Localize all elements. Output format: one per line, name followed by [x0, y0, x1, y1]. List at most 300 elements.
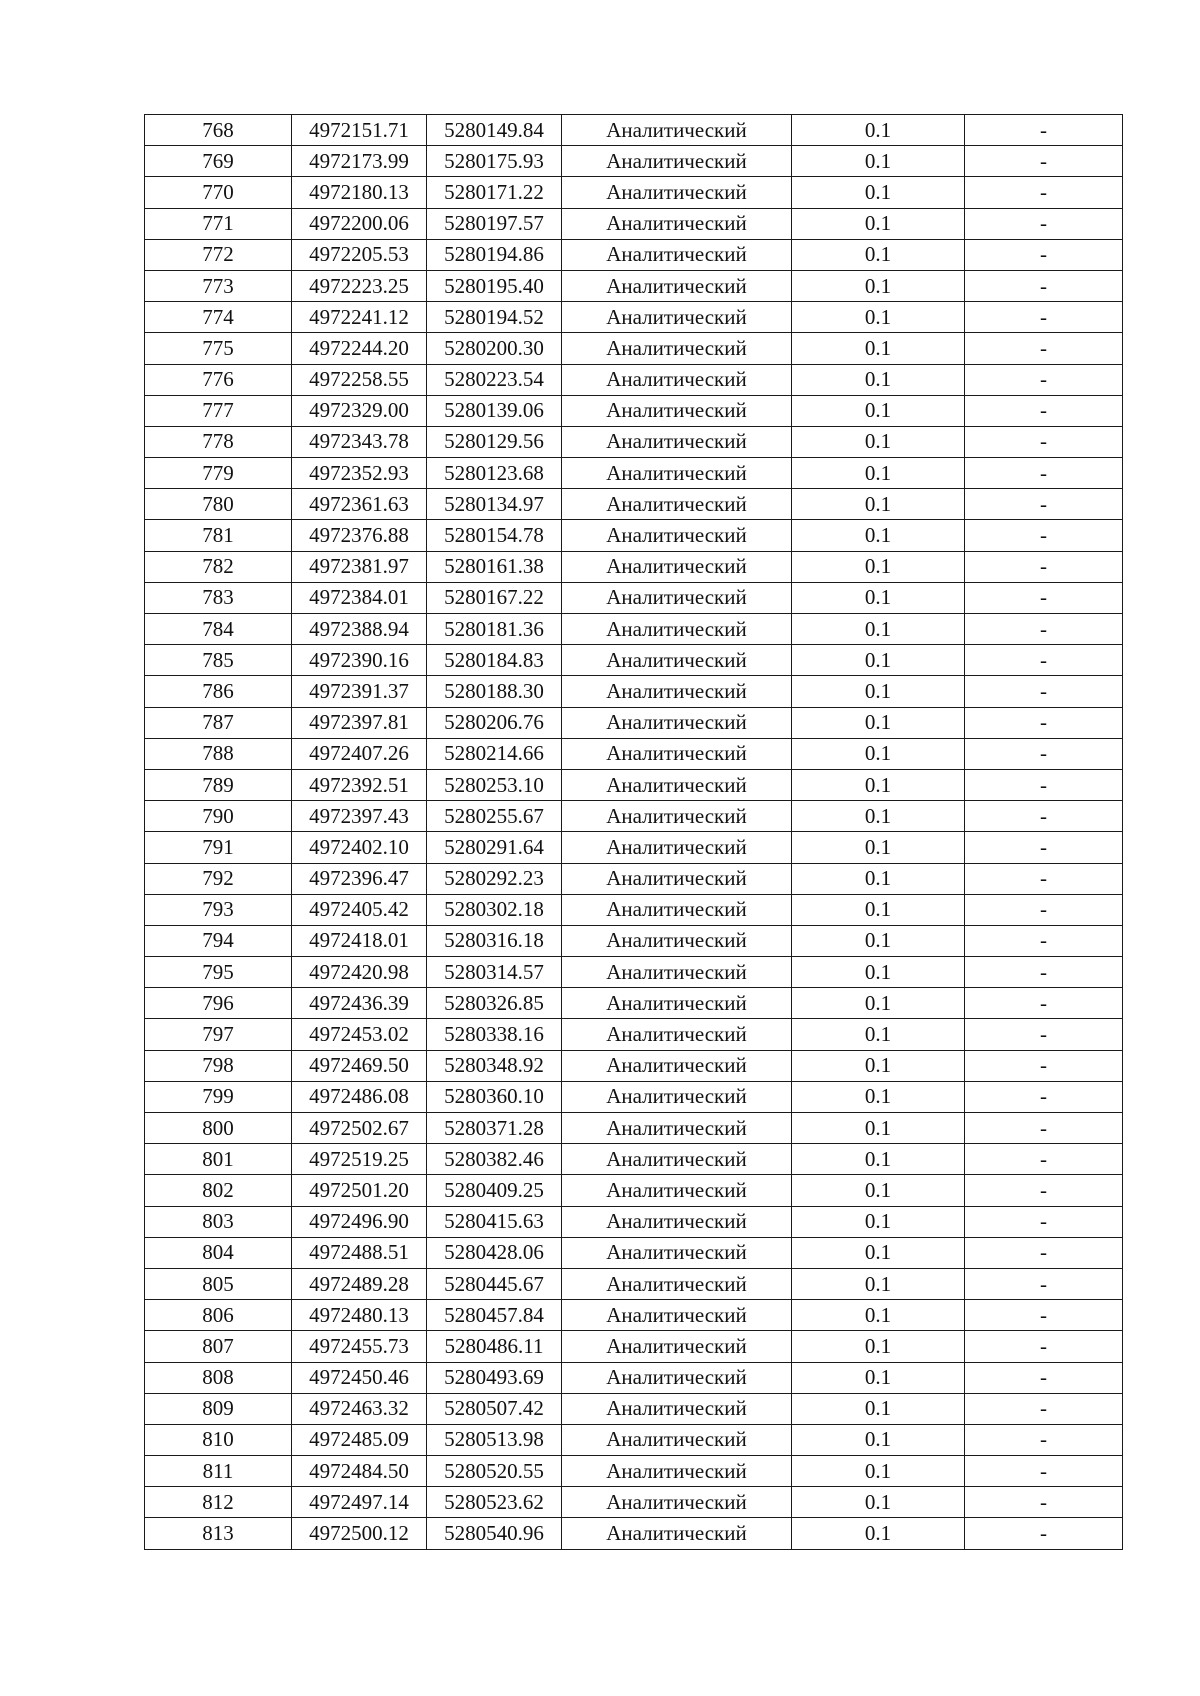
y-coordinate-cell: 5280188.30: [427, 676, 562, 707]
note-cell: -: [965, 1518, 1123, 1549]
table-row: [145, 239, 1123, 270]
note-cell: -: [965, 1487, 1123, 1518]
note-cell: -: [965, 1362, 1123, 1393]
point-number-cell: 790: [145, 801, 292, 832]
method-cell: Аналитический: [562, 239, 792, 270]
x-coordinate-cell: 4972376.88: [292, 520, 427, 551]
x-coordinate-cell: 4972352.93: [292, 458, 427, 489]
y-coordinate-cell: 5280197.57: [427, 208, 562, 239]
point-number-cell: 784: [145, 614, 292, 645]
point-number-cell: 810: [145, 1424, 292, 1455]
table-row: [145, 146, 1123, 177]
method-cell: Аналитический: [562, 1268, 792, 1299]
accuracy-cell: 0.1: [792, 925, 965, 956]
table-row: [145, 1144, 1123, 1175]
point-number-cell: 794: [145, 925, 292, 956]
point-number-cell: 792: [145, 863, 292, 894]
y-coordinate-cell: 5280195.40: [427, 270, 562, 301]
note-cell: -: [965, 738, 1123, 769]
x-coordinate-cell: 4972436.39: [292, 988, 427, 1019]
point-number-cell: 780: [145, 489, 292, 520]
y-coordinate-cell: 5280134.97: [427, 489, 562, 520]
accuracy-cell: 0.1: [792, 115, 965, 146]
point-number-cell: 775: [145, 333, 292, 364]
method-cell: Аналитический: [562, 614, 792, 645]
table-row: [145, 333, 1123, 364]
accuracy-cell: 0.1: [792, 769, 965, 800]
table-row: [145, 426, 1123, 457]
method-cell: Аналитический: [562, 1518, 792, 1549]
point-number-cell: 811: [145, 1456, 292, 1487]
y-coordinate-cell: 5280348.92: [427, 1050, 562, 1081]
x-coordinate-cell: 4972418.01: [292, 925, 427, 956]
y-coordinate-cell: 5280520.55: [427, 1456, 562, 1487]
y-coordinate-cell: 5280175.93: [427, 146, 562, 177]
note-cell: -: [965, 1268, 1123, 1299]
note-cell: -: [965, 769, 1123, 800]
y-coordinate-cell: 5280194.52: [427, 302, 562, 333]
accuracy-cell: 0.1: [792, 426, 965, 457]
point-number-cell: 788: [145, 738, 292, 769]
method-cell: Аналитический: [562, 1424, 792, 1455]
table-row: [145, 1206, 1123, 1237]
note-cell: -: [965, 426, 1123, 457]
point-number-cell: 806: [145, 1300, 292, 1331]
table-row: [145, 957, 1123, 988]
accuracy-cell: 0.1: [792, 364, 965, 395]
x-coordinate-cell: 4972388.94: [292, 614, 427, 645]
note-cell: -: [965, 957, 1123, 988]
point-number-cell: 779: [145, 458, 292, 489]
y-coordinate-cell: 5280200.30: [427, 333, 562, 364]
accuracy-cell: 0.1: [792, 832, 965, 863]
method-cell: Аналитический: [562, 1362, 792, 1393]
method-cell: Аналитический: [562, 177, 792, 208]
x-coordinate-cell: 4972205.53: [292, 239, 427, 270]
method-cell: Аналитический: [562, 988, 792, 1019]
point-number-cell: 797: [145, 1019, 292, 1050]
point-number-cell: 768: [145, 115, 292, 146]
point-number-cell: 773: [145, 270, 292, 301]
note-cell: -: [965, 1113, 1123, 1144]
table-row: [145, 988, 1123, 1019]
accuracy-cell: 0.1: [792, 1081, 965, 1112]
method-cell: Аналитический: [562, 208, 792, 239]
point-number-cell: 808: [145, 1362, 292, 1393]
table-row: [145, 1362, 1123, 1393]
method-cell: Аналитический: [562, 520, 792, 551]
y-coordinate-cell: 5280316.18: [427, 925, 562, 956]
accuracy-cell: 0.1: [792, 894, 965, 925]
accuracy-cell: 0.1: [792, 1362, 965, 1393]
x-coordinate-cell: 4972200.06: [292, 208, 427, 239]
y-coordinate-cell: 5280523.62: [427, 1487, 562, 1518]
point-number-cell: 805: [145, 1268, 292, 1299]
method-cell: Аналитический: [562, 707, 792, 738]
table-row: [145, 1081, 1123, 1112]
accuracy-cell: 0.1: [792, 177, 965, 208]
x-coordinate-cell: 4972329.00: [292, 395, 427, 426]
point-number-cell: 799: [145, 1081, 292, 1112]
x-coordinate-cell: 4972486.08: [292, 1081, 427, 1112]
note-cell: -: [965, 1424, 1123, 1455]
method-cell: Аналитический: [562, 738, 792, 769]
accuracy-cell: 0.1: [792, 1268, 965, 1299]
point-number-cell: 803: [145, 1206, 292, 1237]
accuracy-cell: 0.1: [792, 1237, 965, 1268]
accuracy-cell: 0.1: [792, 520, 965, 551]
x-coordinate-cell: 4972489.28: [292, 1268, 427, 1299]
y-coordinate-cell: 5280513.98: [427, 1424, 562, 1455]
y-coordinate-cell: 5280415.63: [427, 1206, 562, 1237]
note-cell: -: [965, 582, 1123, 613]
method-cell: Аналитический: [562, 270, 792, 301]
table-row: [145, 458, 1123, 489]
point-number-cell: 778: [145, 426, 292, 457]
table-row: [145, 582, 1123, 613]
note-cell: -: [965, 489, 1123, 520]
table-row: [145, 551, 1123, 582]
table-row: [145, 489, 1123, 520]
x-coordinate-cell: 4972381.97: [292, 551, 427, 582]
note-cell: -: [965, 863, 1123, 894]
y-coordinate-cell: 5280486.11: [427, 1331, 562, 1362]
note-cell: -: [965, 1300, 1123, 1331]
note-cell: -: [965, 208, 1123, 239]
x-coordinate-cell: 4972173.99: [292, 146, 427, 177]
note-cell: -: [965, 239, 1123, 270]
table-row: [145, 302, 1123, 333]
y-coordinate-cell: 5280314.57: [427, 957, 562, 988]
note-cell: -: [965, 1019, 1123, 1050]
table-row: [145, 1393, 1123, 1424]
y-coordinate-cell: 5280409.25: [427, 1175, 562, 1206]
point-number-cell: 772: [145, 239, 292, 270]
note-cell: -: [965, 832, 1123, 863]
table-row: [145, 177, 1123, 208]
accuracy-cell: 0.1: [792, 738, 965, 769]
y-coordinate-cell: 5280129.56: [427, 426, 562, 457]
method-cell: Аналитический: [562, 1113, 792, 1144]
note-cell: -: [965, 302, 1123, 333]
method-cell: Аналитический: [562, 1019, 792, 1050]
y-coordinate-cell: 5280338.16: [427, 1019, 562, 1050]
table-row: [145, 1424, 1123, 1455]
method-cell: Аналитический: [562, 1331, 792, 1362]
table-row: [145, 863, 1123, 894]
accuracy-cell: 0.1: [792, 645, 965, 676]
method-cell: Аналитический: [562, 832, 792, 863]
y-coordinate-cell: 5280194.86: [427, 239, 562, 270]
x-coordinate-cell: 4972420.98: [292, 957, 427, 988]
point-number-cell: 791: [145, 832, 292, 863]
note-cell: -: [965, 1456, 1123, 1487]
method-cell: Аналитический: [562, 1081, 792, 1112]
x-coordinate-cell: 4972497.14: [292, 1487, 427, 1518]
point-number-cell: 800: [145, 1113, 292, 1144]
note-cell: -: [965, 676, 1123, 707]
note-cell: -: [965, 801, 1123, 832]
note-cell: -: [965, 520, 1123, 551]
point-number-cell: 802: [145, 1175, 292, 1206]
x-coordinate-cell: 4972343.78: [292, 426, 427, 457]
y-coordinate-cell: 5280184.83: [427, 645, 562, 676]
point-number-cell: 812: [145, 1487, 292, 1518]
method-cell: Аналитический: [562, 458, 792, 489]
method-cell: Аналитический: [562, 1300, 792, 1331]
table-row: [145, 707, 1123, 738]
method-cell: Аналитический: [562, 582, 792, 613]
table-row: [145, 676, 1123, 707]
accuracy-cell: 0.1: [792, 1331, 965, 1362]
point-number-cell: 774: [145, 302, 292, 333]
accuracy-cell: 0.1: [792, 302, 965, 333]
note-cell: -: [965, 614, 1123, 645]
x-coordinate-cell: 4972151.71: [292, 115, 427, 146]
x-coordinate-cell: 4972480.13: [292, 1300, 427, 1331]
point-number-cell: 782: [145, 551, 292, 582]
point-number-cell: 796: [145, 988, 292, 1019]
table-row: [145, 769, 1123, 800]
x-coordinate-cell: 4972258.55: [292, 364, 427, 395]
method-cell: Аналитический: [562, 801, 792, 832]
table-row: [145, 208, 1123, 239]
table-row: [145, 520, 1123, 551]
point-number-cell: 789: [145, 769, 292, 800]
table-row: [145, 1518, 1123, 1549]
note-cell: -: [965, 894, 1123, 925]
point-number-cell: 786: [145, 676, 292, 707]
accuracy-cell: 0.1: [792, 489, 965, 520]
y-coordinate-cell: 5280326.85: [427, 988, 562, 1019]
y-coordinate-cell: 5280292.23: [427, 863, 562, 894]
note-cell: -: [965, 1393, 1123, 1424]
accuracy-cell: 0.1: [792, 1518, 965, 1549]
accuracy-cell: 0.1: [792, 957, 965, 988]
x-coordinate-cell: 4972501.20: [292, 1175, 427, 1206]
accuracy-cell: 0.1: [792, 1424, 965, 1455]
method-cell: Аналитический: [562, 1237, 792, 1268]
x-coordinate-cell: 4972519.25: [292, 1144, 427, 1175]
table-row: [145, 894, 1123, 925]
point-number-cell: 770: [145, 177, 292, 208]
y-coordinate-cell: 5280291.64: [427, 832, 562, 863]
y-coordinate-cell: 5280223.54: [427, 364, 562, 395]
point-number-cell: 783: [145, 582, 292, 613]
x-coordinate-cell: 4972455.73: [292, 1331, 427, 1362]
note-cell: -: [965, 146, 1123, 177]
point-number-cell: 776: [145, 364, 292, 395]
x-coordinate-cell: 4972361.63: [292, 489, 427, 520]
method-cell: Аналитический: [562, 302, 792, 333]
y-coordinate-cell: 5280382.46: [427, 1144, 562, 1175]
y-coordinate-cell: 5280181.36: [427, 614, 562, 645]
table-row: [145, 832, 1123, 863]
coordinates-table: [144, 114, 1123, 1550]
method-cell: Аналитический: [562, 645, 792, 676]
accuracy-cell: 0.1: [792, 1144, 965, 1175]
table-row: [145, 1175, 1123, 1206]
note-cell: -: [965, 1206, 1123, 1237]
note-cell: -: [965, 1144, 1123, 1175]
method-cell: Аналитический: [562, 333, 792, 364]
x-coordinate-cell: 4972396.47: [292, 863, 427, 894]
table-row: [145, 1487, 1123, 1518]
y-coordinate-cell: 5280171.22: [427, 177, 562, 208]
y-coordinate-cell: 5280255.67: [427, 801, 562, 832]
method-cell: Аналитический: [562, 115, 792, 146]
x-coordinate-cell: 4972392.51: [292, 769, 427, 800]
method-cell: Аналитический: [562, 1393, 792, 1424]
method-cell: Аналитический: [562, 957, 792, 988]
note-cell: -: [965, 458, 1123, 489]
table-row: [145, 115, 1123, 146]
point-number-cell: 813: [145, 1518, 292, 1549]
method-cell: Аналитический: [562, 769, 792, 800]
method-cell: Аналитический: [562, 863, 792, 894]
method-cell: Аналитический: [562, 1144, 792, 1175]
point-number-cell: 804: [145, 1237, 292, 1268]
method-cell: Аналитический: [562, 364, 792, 395]
y-coordinate-cell: 5280123.68: [427, 458, 562, 489]
accuracy-cell: 0.1: [792, 801, 965, 832]
point-number-cell: 809: [145, 1393, 292, 1424]
accuracy-cell: 0.1: [792, 1456, 965, 1487]
accuracy-cell: 0.1: [792, 863, 965, 894]
note-cell: -: [965, 333, 1123, 364]
note-cell: -: [965, 1050, 1123, 1081]
method-cell: Аналитический: [562, 426, 792, 457]
accuracy-cell: 0.1: [792, 270, 965, 301]
method-cell: Аналитический: [562, 395, 792, 426]
x-coordinate-cell: 4972384.01: [292, 582, 427, 613]
note-cell: -: [965, 707, 1123, 738]
table-row: [145, 1019, 1123, 1050]
accuracy-cell: 0.1: [792, 1050, 965, 1081]
point-number-cell: 771: [145, 208, 292, 239]
accuracy-cell: 0.1: [792, 707, 965, 738]
y-coordinate-cell: 5280371.28: [427, 1113, 562, 1144]
x-coordinate-cell: 4972405.42: [292, 894, 427, 925]
y-coordinate-cell: 5280206.76: [427, 707, 562, 738]
x-coordinate-cell: 4972484.50: [292, 1456, 427, 1487]
accuracy-cell: 0.1: [792, 1487, 965, 1518]
note-cell: -: [965, 988, 1123, 1019]
y-coordinate-cell: 5280428.06: [427, 1237, 562, 1268]
x-coordinate-cell: 4972469.50: [292, 1050, 427, 1081]
coordinates-table-body: [145, 115, 1123, 1550]
y-coordinate-cell: 5280457.84: [427, 1300, 562, 1331]
y-coordinate-cell: 5280167.22: [427, 582, 562, 613]
table-row: [145, 645, 1123, 676]
table-row: [145, 1050, 1123, 1081]
x-coordinate-cell: 4972223.25: [292, 270, 427, 301]
table-row: [145, 270, 1123, 301]
note-cell: -: [965, 395, 1123, 426]
y-coordinate-cell: 5280445.67: [427, 1268, 562, 1299]
y-coordinate-cell: 5280161.38: [427, 551, 562, 582]
method-cell: Аналитический: [562, 489, 792, 520]
method-cell: Аналитический: [562, 1206, 792, 1237]
x-coordinate-cell: 4972244.20: [292, 333, 427, 364]
x-coordinate-cell: 4972397.81: [292, 707, 427, 738]
note-cell: -: [965, 1237, 1123, 1268]
y-coordinate-cell: 5280149.84: [427, 115, 562, 146]
accuracy-cell: 0.1: [792, 333, 965, 364]
note-cell: -: [965, 1175, 1123, 1206]
y-coordinate-cell: 5280507.42: [427, 1393, 562, 1424]
method-cell: Аналитический: [562, 551, 792, 582]
accuracy-cell: 0.1: [792, 676, 965, 707]
accuracy-cell: 0.1: [792, 1019, 965, 1050]
x-coordinate-cell: 4972402.10: [292, 832, 427, 863]
y-coordinate-cell: 5280253.10: [427, 769, 562, 800]
accuracy-cell: 0.1: [792, 988, 965, 1019]
x-coordinate-cell: 4972241.12: [292, 302, 427, 333]
y-coordinate-cell: 5280493.69: [427, 1362, 562, 1393]
accuracy-cell: 0.1: [792, 551, 965, 582]
x-coordinate-cell: 4972390.16: [292, 645, 427, 676]
accuracy-cell: 0.1: [792, 395, 965, 426]
x-coordinate-cell: 4972502.67: [292, 1113, 427, 1144]
y-coordinate-cell: 5280139.06: [427, 395, 562, 426]
table-row: [145, 1237, 1123, 1268]
method-cell: Аналитический: [562, 1487, 792, 1518]
note-cell: -: [965, 645, 1123, 676]
table-row: [145, 738, 1123, 769]
accuracy-cell: 0.1: [792, 458, 965, 489]
accuracy-cell: 0.1: [792, 1393, 965, 1424]
x-coordinate-cell: 4972450.46: [292, 1362, 427, 1393]
accuracy-cell: 0.1: [792, 146, 965, 177]
accuracy-cell: 0.1: [792, 614, 965, 645]
table-row: [145, 364, 1123, 395]
method-cell: Аналитический: [562, 1456, 792, 1487]
point-number-cell: 795: [145, 957, 292, 988]
accuracy-cell: 0.1: [792, 208, 965, 239]
table-row: [145, 1268, 1123, 1299]
y-coordinate-cell: 5280214.66: [427, 738, 562, 769]
y-coordinate-cell: 5280154.78: [427, 520, 562, 551]
point-number-cell: 769: [145, 146, 292, 177]
x-coordinate-cell: 4972397.43: [292, 801, 427, 832]
x-coordinate-cell: 4972488.51: [292, 1237, 427, 1268]
point-number-cell: 807: [145, 1331, 292, 1362]
table-row: [145, 1456, 1123, 1487]
point-number-cell: 787: [145, 707, 292, 738]
note-cell: -: [965, 925, 1123, 956]
x-coordinate-cell: 4972407.26: [292, 738, 427, 769]
note-cell: -: [965, 177, 1123, 208]
note-cell: -: [965, 270, 1123, 301]
x-coordinate-cell: 4972180.13: [292, 177, 427, 208]
point-number-cell: 781: [145, 520, 292, 551]
x-coordinate-cell: 4972391.37: [292, 676, 427, 707]
table-row: [145, 1300, 1123, 1331]
table-row: [145, 1331, 1123, 1362]
method-cell: Аналитический: [562, 676, 792, 707]
method-cell: Аналитический: [562, 146, 792, 177]
y-coordinate-cell: 5280302.18: [427, 894, 562, 925]
table-row: [145, 801, 1123, 832]
table-row: [145, 395, 1123, 426]
accuracy-cell: 0.1: [792, 582, 965, 613]
point-number-cell: 798: [145, 1050, 292, 1081]
accuracy-cell: 0.1: [792, 1113, 965, 1144]
x-coordinate-cell: 4972485.09: [292, 1424, 427, 1455]
table-row: [145, 1113, 1123, 1144]
note-cell: -: [965, 115, 1123, 146]
